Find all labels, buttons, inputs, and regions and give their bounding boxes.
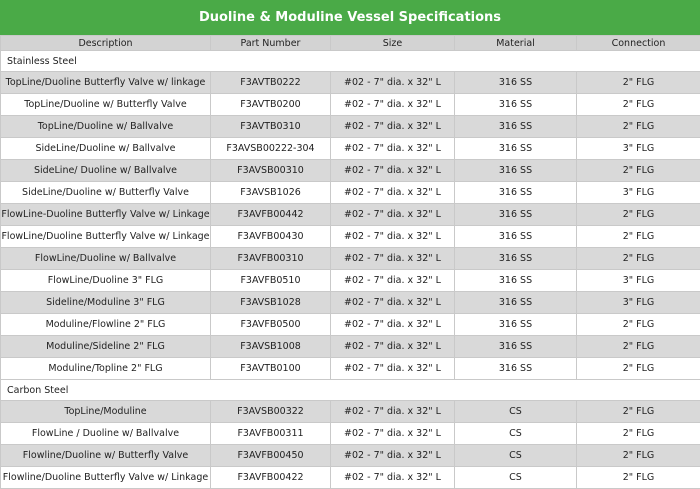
cell-material: 316 SS	[455, 94, 577, 116]
cell-part-number: F3AVTB0222	[211, 72, 331, 94]
spec-table	[0, 35, 700, 489]
table-row	[1, 72, 700, 94]
cell-description: SideLine/ Duoline w/ Ballvalve	[1, 160, 211, 182]
cell-description: Moduline/Sideline 2" FLG	[1, 336, 211, 358]
table-title: Duoline & Moduline Vessel Specifications	[0, 0, 700, 35]
cell-description: FlowLine/Duoline 3" FLG	[1, 270, 211, 292]
cell-connection: 2" FLG	[577, 314, 700, 336]
cell-size: #02 - 7" dia. x 32" L	[331, 138, 455, 160]
cell-part-number: F3AVTB0200	[211, 94, 331, 116]
cell-size: #02 - 7" dia. x 32" L	[331, 94, 455, 116]
table-row	[1, 270, 700, 292]
cell-material: 316 SS	[455, 138, 577, 160]
table-row	[1, 314, 700, 336]
cell-material: 316 SS	[455, 314, 577, 336]
cell-description: Flowline/Duoline w/ Butterfly Valve	[1, 445, 211, 467]
table-row	[1, 226, 700, 248]
cell-size: #02 - 7" dia. x 32" L	[331, 182, 455, 204]
table-row	[1, 292, 700, 314]
cell-material: 316 SS	[455, 204, 577, 226]
cell-size: #02 - 7" dia. x 32" L	[331, 314, 455, 336]
cell-material: 316 SS	[455, 116, 577, 138]
cell-size: #02 - 7" dia. x 32" L	[331, 401, 455, 423]
cell-description: Moduline/Flowline 2" FLG	[1, 314, 211, 336]
cell-material: 316 SS	[455, 358, 577, 380]
cell-part-number: F3AVSB1008	[211, 336, 331, 358]
cell-material: CS	[455, 423, 577, 445]
cell-description: Flowline/Duoline Butterfly Valve w/ Linkage	[1, 467, 211, 489]
table-row	[1, 204, 700, 226]
cell-part-number: F3AVSB00310	[211, 160, 331, 182]
cell-material: 316 SS	[455, 72, 577, 94]
cell-size: #02 - 7" dia. x 32" L	[331, 358, 455, 380]
cell-connection: 2" FLG	[577, 226, 700, 248]
cell-size: #02 - 7" dia. x 32" L	[331, 445, 455, 467]
table-row	[1, 248, 700, 270]
section-label: Stainless Steel	[1, 51, 700, 72]
table-row	[1, 358, 700, 380]
cell-part-number: F3AVFB00422	[211, 467, 331, 489]
cell-size: #02 - 7" dia. x 32" L	[331, 336, 455, 358]
cell-connection: 3" FLG	[577, 138, 700, 160]
table-row	[1, 336, 700, 358]
section-row	[1, 51, 700, 72]
cell-part-number: F3AVFB00311	[211, 423, 331, 445]
cell-size: #02 - 7" dia. x 32" L	[331, 270, 455, 292]
cell-part-number: F3AVSB00222-304	[211, 138, 331, 160]
cell-part-number: F3AVTB0310	[211, 116, 331, 138]
cell-size: #02 - 7" dia. x 32" L	[331, 292, 455, 314]
cell-part-number: F3AVTB0100	[211, 358, 331, 380]
cell-part-number: F3AVSB00322	[211, 401, 331, 423]
cell-part-number: F3AVFB00430	[211, 226, 331, 248]
cell-size: #02 - 7" dia. x 32" L	[331, 116, 455, 138]
cell-size: #02 - 7" dia. x 32" L	[331, 204, 455, 226]
cell-size: #02 - 7" dia. x 32" L	[331, 248, 455, 270]
cell-connection: 2" FLG	[577, 336, 700, 358]
cell-material: CS	[455, 401, 577, 423]
cell-description: Sideline/Moduline 3" FLG	[1, 292, 211, 314]
cell-part-number: F3AVFB00450	[211, 445, 331, 467]
table-body	[1, 51, 700, 489]
cell-material: CS	[455, 467, 577, 489]
cell-connection: 2" FLG	[577, 116, 700, 138]
cell-size: #02 - 7" dia. x 32" L	[331, 72, 455, 94]
cell-material: CS	[455, 445, 577, 467]
cell-connection: 2" FLG	[577, 160, 700, 182]
cell-size: #02 - 7" dia. x 32" L	[331, 226, 455, 248]
cell-size: #02 - 7" dia. x 32" L	[331, 160, 455, 182]
cell-description: FlowLine-Duoline Butterfly Valve w/ Linkage	[1, 204, 211, 226]
cell-description: SideLine/Duoline w/ Butterfly Valve	[1, 182, 211, 204]
table-row	[1, 467, 700, 489]
header-material: Material	[455, 36, 577, 51]
table-row	[1, 138, 700, 160]
cell-connection: 2" FLG	[577, 445, 700, 467]
cell-description: TopLine/Moduline	[1, 401, 211, 423]
cell-material: 316 SS	[455, 160, 577, 182]
cell-description: SideLine/Duoline w/ Ballvalve	[1, 138, 211, 160]
table-row	[1, 116, 700, 138]
cell-part-number: F3AVSB1028	[211, 292, 331, 314]
cell-connection: 2" FLG	[577, 467, 700, 489]
cell-description: TopLine/Duoline w/ Butterfly Valve	[1, 94, 211, 116]
header-part-number: Part Number	[211, 36, 331, 51]
cell-size: #02 - 7" dia. x 32" L	[331, 423, 455, 445]
table-row	[1, 160, 700, 182]
cell-material: 316 SS	[455, 336, 577, 358]
cell-connection: 3" FLG	[577, 292, 700, 314]
cell-connection: 3" FLG	[577, 270, 700, 292]
cell-material: 316 SS	[455, 270, 577, 292]
cell-material: 316 SS	[455, 292, 577, 314]
table-row	[1, 182, 700, 204]
section-row	[1, 380, 700, 401]
cell-description: FlowLine / Duoline w/ Ballvalve	[1, 423, 211, 445]
cell-connection: 2" FLG	[577, 401, 700, 423]
table-row	[1, 423, 700, 445]
cell-material: 316 SS	[455, 226, 577, 248]
cell-connection: 2" FLG	[577, 72, 700, 94]
cell-description: FlowLine/Duoline Butterfly Valve w/ Linkage	[1, 226, 211, 248]
cell-part-number: F3AVFB00310	[211, 248, 331, 270]
cell-material: 316 SS	[455, 182, 577, 204]
section-label: Carbon Steel	[1, 380, 700, 401]
header-row	[1, 36, 700, 51]
cell-description: FlowLine/Duoline w/ Ballvalve	[1, 248, 211, 270]
cell-connection: 2" FLG	[577, 204, 700, 226]
cell-description: TopLine/Duoline Butterfly Valve w/ linkage	[1, 72, 211, 94]
header-connection: Connection	[577, 36, 700, 51]
header-description: Description	[1, 36, 211, 51]
table-row	[1, 401, 700, 423]
cell-part-number: F3AVFB0510	[211, 270, 331, 292]
cell-description: Moduline/Topline 2" FLG	[1, 358, 211, 380]
cell-part-number: F3AVFB00442	[211, 204, 331, 226]
header-size: Size	[331, 36, 455, 51]
cell-connection: 2" FLG	[577, 423, 700, 445]
cell-part-number: F3AVFB0500	[211, 314, 331, 336]
table-row	[1, 445, 700, 467]
cell-description: TopLine/Duoline w/ Ballvalve	[1, 116, 211, 138]
table-row	[1, 94, 700, 116]
cell-connection: 2" FLG	[577, 358, 700, 380]
cell-material: 316 SS	[455, 248, 577, 270]
cell-size: #02 - 7" dia. x 32" L	[331, 467, 455, 489]
cell-connection: 2" FLG	[577, 248, 700, 270]
cell-connection: 2" FLG	[577, 94, 700, 116]
cell-part-number: F3AVSB1026	[211, 182, 331, 204]
cell-connection: 3" FLG	[577, 182, 700, 204]
